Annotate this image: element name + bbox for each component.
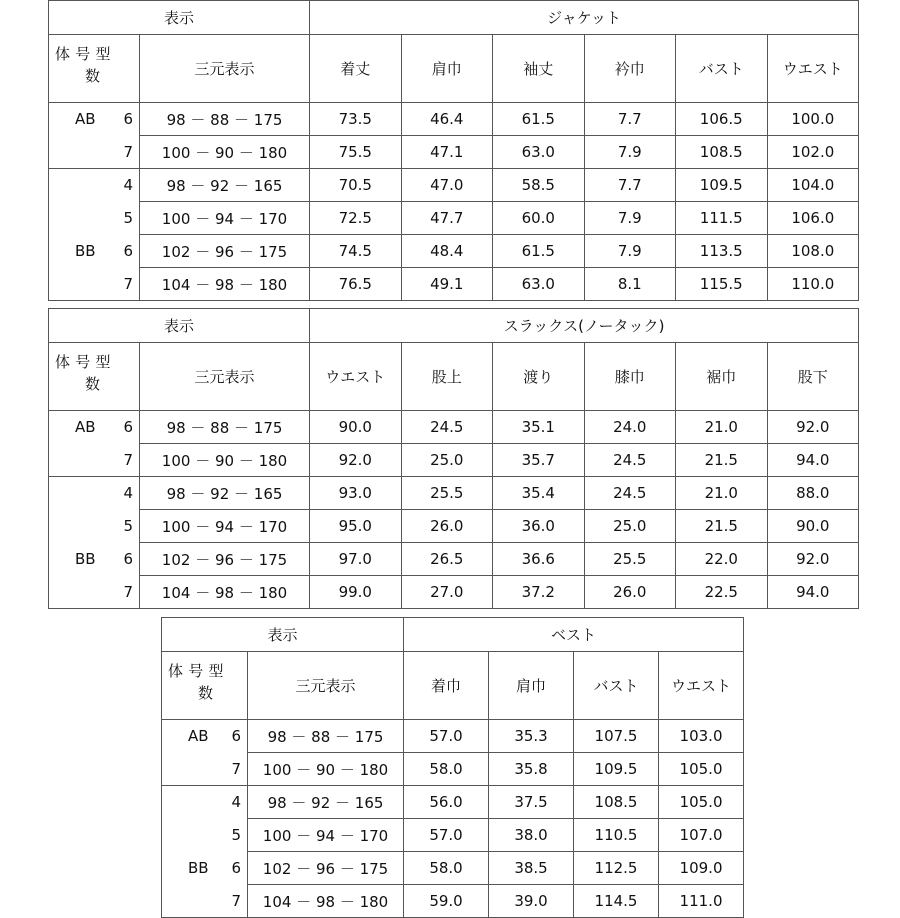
garment-title: スラックス(ノータック) <box>310 309 859 343</box>
measurement-cell: 93.0 <box>310 477 402 510</box>
three-dimension-index: 100 － 90 － 180 <box>248 753 404 786</box>
measurement-cell: 38.5 <box>489 852 574 885</box>
measurement-cell: 115.5 <box>676 268 768 301</box>
body-type: AB <box>75 418 96 437</box>
measurement-cell: 48.4 <box>401 235 493 268</box>
measurement-cell: 90.0 <box>767 510 859 543</box>
measurement-cell: 25.5 <box>584 543 676 576</box>
body-type-cell <box>49 411 140 444</box>
body-type-cell <box>162 753 248 786</box>
header-row <box>162 618 744 652</box>
three-dimension-index: 100 － 90 － 180 <box>140 444 310 477</box>
three-dimension-index: 104 － 98 － 180 <box>248 885 404 918</box>
display-label: 表示 <box>49 309 310 343</box>
measurement-cell: 22.5 <box>676 576 768 609</box>
measurement-cell: 25.0 <box>584 510 676 543</box>
body-type-cell <box>162 885 248 918</box>
body-type: AB <box>75 110 96 129</box>
measurement-cell: 61.5 <box>493 235 585 268</box>
measurement-cell: 58.0 <box>404 852 489 885</box>
body-type-cell <box>49 510 140 543</box>
measurement-cell: 37.5 <box>489 786 574 819</box>
measurement-cell: 26.5 <box>401 543 493 576</box>
three-dimension-index: 98 － 88 － 175 <box>140 103 310 136</box>
measurement-cell: 21.5 <box>676 444 768 477</box>
measurement-cell: 110.0 <box>767 268 859 301</box>
measurement-cell: 24.5 <box>401 411 493 444</box>
size-number: 6 <box>123 110 133 129</box>
three-dimension-index: 100 － 90 － 180 <box>140 136 310 169</box>
garment-title: ジャケット <box>310 1 859 35</box>
measurement-cell: 105.0 <box>659 786 744 819</box>
column-header: バスト <box>676 35 768 103</box>
measurement-cell: 109.5 <box>676 169 768 202</box>
measurement-cell: 27.0 <box>401 576 493 609</box>
index-header: 三元表示 <box>140 35 310 103</box>
body-type-cell <box>162 786 248 819</box>
measurement-cell: 36.0 <box>493 510 585 543</box>
measurement-cell: 61.5 <box>493 103 585 136</box>
measurement-cell: 94.0 <box>767 444 859 477</box>
garment-title: ベスト <box>404 618 744 652</box>
three-dimension-index: 98 － 92 － 165 <box>140 169 310 202</box>
table-row <box>49 235 859 268</box>
measurement-cell: 36.6 <box>493 543 585 576</box>
measurement-cell: 106.0 <box>767 202 859 235</box>
table-row <box>162 852 744 885</box>
measurement-cell: 7.7 <box>584 169 676 202</box>
measurement-cell: 7.9 <box>584 136 676 169</box>
body-type-cell <box>49 543 140 576</box>
measurement-cell: 63.0 <box>493 268 585 301</box>
vest-size-table <box>161 617 744 918</box>
size-number: 7 <box>231 759 241 778</box>
measurement-cell: 100.0 <box>767 103 859 136</box>
size-number: 6 <box>123 418 133 437</box>
body-type-cell <box>49 444 140 477</box>
three-dimension-index: 98 － 92 － 165 <box>248 786 404 819</box>
column-header: ウエスト <box>767 35 859 103</box>
measurement-cell: 60.0 <box>493 202 585 235</box>
table-row <box>49 444 859 477</box>
measurement-cell: 72.5 <box>310 202 402 235</box>
measurement-cell: 37.2 <box>493 576 585 609</box>
three-dimension-index: 102 － 96 － 175 <box>248 852 404 885</box>
measurement-cell: 110.5 <box>574 819 659 852</box>
three-dimension-index: 104 － 98 － 180 <box>140 268 310 301</box>
meta-line1: 体号型 <box>55 45 116 63</box>
display-label: 表示 <box>49 1 310 35</box>
three-dimension-index: 104 － 98 － 180 <box>140 576 310 609</box>
header-row <box>49 309 859 343</box>
table-row <box>49 169 859 202</box>
body-type-number-header <box>49 35 140 103</box>
size-number: 7 <box>123 450 133 469</box>
jacket-size-table <box>48 0 859 301</box>
table-row <box>49 136 859 169</box>
column-header-row <box>49 35 859 103</box>
table-row <box>49 477 859 510</box>
measurement-cell: 35.4 <box>493 477 585 510</box>
column-header: 着丈 <box>310 35 402 103</box>
display-label: 表示 <box>162 618 404 652</box>
measurement-cell: 25.0 <box>401 444 493 477</box>
measurement-cell: 76.5 <box>310 268 402 301</box>
table-row <box>49 411 859 444</box>
measurement-cell: 21.0 <box>676 411 768 444</box>
column-header: ウエスト <box>659 652 744 720</box>
measurement-cell: 74.5 <box>310 235 402 268</box>
body-type-cell <box>162 852 248 885</box>
measurement-cell: 109.5 <box>574 753 659 786</box>
measurement-cell: 108.5 <box>676 136 768 169</box>
body-type-cell <box>162 720 248 753</box>
body-type-cell <box>49 268 140 301</box>
table-row <box>162 753 744 786</box>
body-type-cell <box>49 136 140 169</box>
measurement-cell: 47.0 <box>401 169 493 202</box>
size-number: 6 <box>231 859 241 877</box>
measurement-cell: 112.5 <box>574 852 659 885</box>
size-number: 7 <box>123 274 133 293</box>
measurement-cell: 24.5 <box>584 444 676 477</box>
three-dimension-index: 100 － 94 － 170 <box>140 202 310 235</box>
measurement-cell: 106.5 <box>676 103 768 136</box>
measurement-cell: 88.0 <box>767 477 859 510</box>
table-row <box>49 202 859 235</box>
size-number: 7 <box>231 891 241 910</box>
three-dimension-index: 100 － 94 － 170 <box>248 819 404 852</box>
measurement-cell: 35.3 <box>489 720 574 753</box>
table-row <box>49 103 859 136</box>
three-dimension-index: 102 － 96 － 175 <box>140 235 310 268</box>
measurement-cell: 92.0 <box>767 411 859 444</box>
size-number: 4 <box>231 793 241 812</box>
measurement-cell: 111.0 <box>659 885 744 918</box>
three-dimension-index: 98 － 88 － 175 <box>140 411 310 444</box>
body-type-cell <box>49 576 140 609</box>
column-header: 股上 <box>401 343 493 411</box>
measurement-cell: 38.0 <box>489 819 574 852</box>
size-number: 5 <box>123 517 133 535</box>
measurement-cell: 99.0 <box>310 576 402 609</box>
column-header: ウエスト <box>310 343 402 411</box>
measurement-cell: 95.0 <box>310 510 402 543</box>
meta-line1: 体号型 <box>55 353 116 371</box>
measurement-cell: 7.7 <box>584 103 676 136</box>
measurement-cell: 57.0 <box>404 720 489 753</box>
slacks-size-table <box>48 308 859 609</box>
table-row <box>49 543 859 576</box>
measurement-cell: 92.0 <box>767 543 859 576</box>
measurement-cell: 107.5 <box>574 720 659 753</box>
column-header: 股下 <box>767 343 859 411</box>
measurement-cell: 59.0 <box>404 885 489 918</box>
size-number: 5 <box>123 209 133 227</box>
measurement-cell: 102.0 <box>767 136 859 169</box>
measurement-cell: 46.4 <box>401 103 493 136</box>
measurement-cell: 35.7 <box>493 444 585 477</box>
measurement-cell: 57.0 <box>404 819 489 852</box>
body-type-cell <box>49 235 140 268</box>
measurement-cell: 111.5 <box>676 202 768 235</box>
size-number: 7 <box>123 582 133 601</box>
measurement-cell: 47.7 <box>401 202 493 235</box>
body-type-cell <box>49 202 140 235</box>
column-header-row <box>49 343 859 411</box>
three-dimension-index: 100 － 94 － 170 <box>140 510 310 543</box>
column-header: バスト <box>574 652 659 720</box>
measurement-cell: 24.0 <box>584 411 676 444</box>
size-number: 4 <box>123 484 133 503</box>
measurement-cell: 21.0 <box>676 477 768 510</box>
size-number: 5 <box>231 826 241 844</box>
table-row <box>162 885 744 918</box>
body-type: AB <box>188 727 209 746</box>
measurement-cell: 8.1 <box>584 268 676 301</box>
measurement-cell: 56.0 <box>404 786 489 819</box>
measurement-cell: 58.0 <box>404 753 489 786</box>
body-type-cell <box>49 103 140 136</box>
measurement-cell: 26.0 <box>584 576 676 609</box>
measurement-cell: 92.0 <box>310 444 402 477</box>
measurement-cell: 24.5 <box>584 477 676 510</box>
table-row <box>49 510 859 543</box>
body-type: BB <box>188 859 209 877</box>
body-type: BB <box>75 550 96 568</box>
measurement-cell: 58.5 <box>493 169 585 202</box>
measurement-cell: 108.0 <box>767 235 859 268</box>
body-type: BB <box>75 242 96 260</box>
table-row <box>162 720 744 753</box>
index-header: 三元表示 <box>140 343 310 411</box>
column-header: 膝巾 <box>584 343 676 411</box>
meta-line2: 数 <box>85 375 101 393</box>
column-header: 着巾 <box>404 652 489 720</box>
meta-line2: 数 <box>85 67 101 85</box>
column-header-row <box>162 652 744 720</box>
measurement-cell: 75.5 <box>310 136 402 169</box>
measurement-cell: 35.8 <box>489 753 574 786</box>
body-type-cell <box>162 819 248 852</box>
column-header: 裾巾 <box>676 343 768 411</box>
meta-line2: 数 <box>198 684 214 702</box>
measurement-cell: 25.5 <box>401 477 493 510</box>
measurement-cell: 107.0 <box>659 819 744 852</box>
measurement-cell: 26.0 <box>401 510 493 543</box>
measurement-cell: 7.9 <box>584 235 676 268</box>
meta-line1: 体号型 <box>168 662 229 680</box>
size-number: 6 <box>123 550 133 568</box>
column-header: 衿巾 <box>584 35 676 103</box>
body-type-cell <box>49 169 140 202</box>
measurement-cell: 104.0 <box>767 169 859 202</box>
measurement-cell: 90.0 <box>310 411 402 444</box>
size-number: 7 <box>123 142 133 161</box>
measurement-cell: 94.0 <box>767 576 859 609</box>
measurement-cell: 7.9 <box>584 202 676 235</box>
measurement-cell: 108.5 <box>574 786 659 819</box>
measurement-cell: 97.0 <box>310 543 402 576</box>
measurement-cell: 105.0 <box>659 753 744 786</box>
measurement-cell: 21.5 <box>676 510 768 543</box>
measurement-cell: 35.1 <box>493 411 585 444</box>
measurement-cell: 22.0 <box>676 543 768 576</box>
measurement-cell: 109.0 <box>659 852 744 885</box>
column-header: 袖丈 <box>493 35 585 103</box>
measurement-cell: 114.5 <box>574 885 659 918</box>
column-header: 肩巾 <box>489 652 574 720</box>
measurement-cell: 113.5 <box>676 235 768 268</box>
size-number: 6 <box>231 727 241 746</box>
measurement-cell: 73.5 <box>310 103 402 136</box>
body-type-number-header <box>49 343 140 411</box>
column-header: 肩巾 <box>401 35 493 103</box>
table-row <box>49 268 859 301</box>
body-type-number-header <box>162 652 248 720</box>
measurement-cell: 103.0 <box>659 720 744 753</box>
measurement-cell: 39.0 <box>489 885 574 918</box>
index-header: 三元表示 <box>248 652 404 720</box>
table-row <box>49 576 859 609</box>
measurement-cell: 49.1 <box>401 268 493 301</box>
three-dimension-index: 102 － 96 － 175 <box>140 543 310 576</box>
size-number: 6 <box>123 242 133 260</box>
size-number: 4 <box>123 176 133 195</box>
table-row <box>162 819 744 852</box>
measurement-cell: 47.1 <box>401 136 493 169</box>
three-dimension-index: 98 － 92 － 165 <box>140 477 310 510</box>
table-row <box>162 786 744 819</box>
body-type-cell <box>49 477 140 510</box>
measurement-cell: 63.0 <box>493 136 585 169</box>
three-dimension-index: 98 － 88 － 175 <box>248 720 404 753</box>
measurement-cell: 70.5 <box>310 169 402 202</box>
header-row <box>49 1 859 35</box>
column-header: 渡り <box>493 343 585 411</box>
